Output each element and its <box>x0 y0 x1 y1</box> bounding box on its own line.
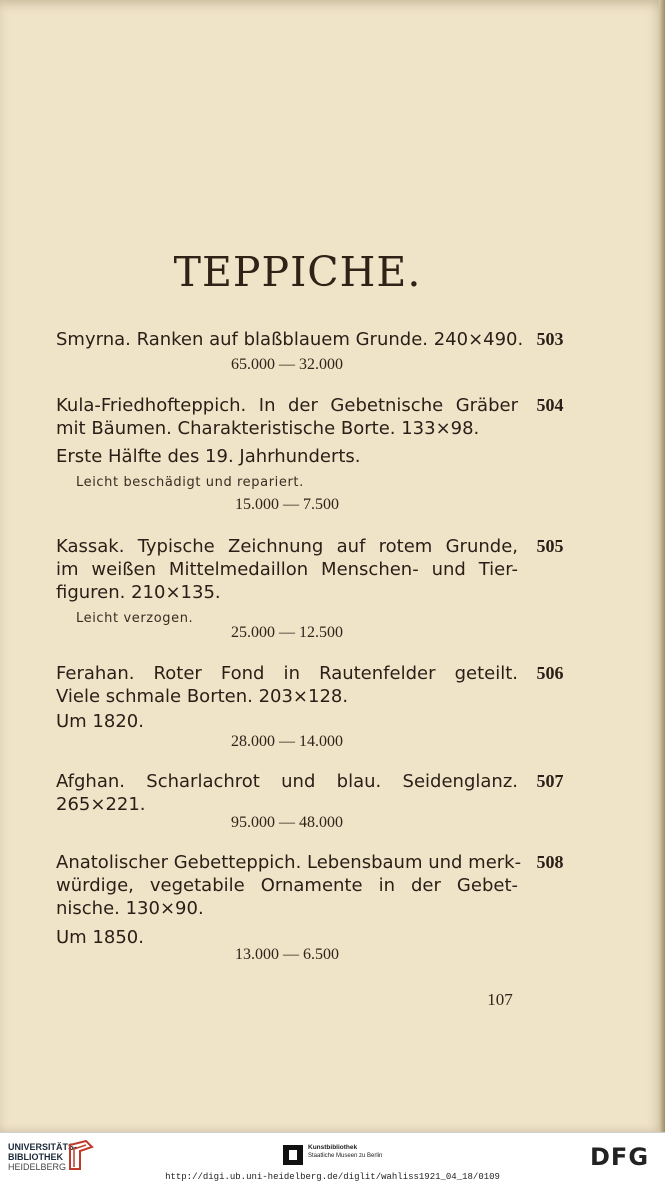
library-line-1: UNIVERSITÄTS- <box>8 1142 78 1152</box>
entry-506-price: 28.000 — 14.000 <box>231 733 343 750</box>
dfg-logo: DFG <box>590 1143 650 1171</box>
entry-507-price: 95.000 — 48.000 <box>231 814 343 831</box>
entry-505-note: Leicht verzogen. <box>76 611 194 626</box>
entry-504-price: 15.000 — 7.500 <box>235 496 339 513</box>
library-line-3: HEIDELBERG <box>8 1162 67 1172</box>
partner-line-2: Staatliche Museen zu Berlin <box>308 1153 383 1159</box>
entry-508-number: 508 <box>536 852 564 872</box>
permalink-url[interactable]: http://digi.ub.uni-heidelberg.de/diglit/wahliss1921_04_18/0109 <box>165 1172 500 1182</box>
entry-505-line-2: im weißen Mittelmedaillon Menschen- und Tier- <box>56 559 518 580</box>
entry-504-line-2: mit Bäumen. Charakteristische Borte. 133×98. <box>56 418 480 439</box>
entry-507-number: 507 <box>536 771 564 791</box>
entry-508-line-3: nische. 130×90. <box>56 898 204 919</box>
entry-506-number: 506 <box>536 663 564 683</box>
entry-505-number: 505 <box>536 536 564 556</box>
entry-504-number: 504 <box>536 395 564 415</box>
entry-503-number: 503 <box>536 329 564 349</box>
partner-name <box>308 1144 382 1160</box>
kunstbibliothek-logo-icon <box>283 1145 303 1165</box>
entry-506-line-2: Viele schmale Borten. 203×128. <box>56 686 349 707</box>
page-title: TEPPICHE. <box>173 248 422 296</box>
entry-503-line-1: Smyrna. Ranken auf blaßblauem Grunde. 240×490. <box>56 329 524 350</box>
entry-508-date: Um 1850. <box>56 927 144 948</box>
entry-505-line-1: Kassak. Typische Zeichnung auf rotem Grunde, <box>56 536 518 557</box>
entry-503-price: 65.000 — 32.000 <box>231 356 343 373</box>
entry-508-price: 13.000 — 6.500 <box>235 946 339 963</box>
entry-504-note: Leicht beschädigt und repariert. <box>76 475 304 490</box>
entry-504-date: Erste Hälfte des 19. Jahrhunderts. <box>56 446 361 467</box>
page-number: 107 <box>487 990 513 1009</box>
entry-505-price: 25.000 — 12.500 <box>231 624 343 641</box>
entry-507-line-2: 265×221. <box>56 794 146 815</box>
entry-508-line-2: würdige, vegetabile Ornamente in der Gebet- <box>56 875 518 896</box>
viewer-footer <box>0 1132 665 1183</box>
entry-504-line-1: Kula-Friedhofteppich. In der Gebetnische Gräber <box>56 395 518 416</box>
partner-line-1: Kunstbibliothek <box>308 1144 358 1151</box>
entry-508-line-1: Anatolischer Gebetteppich. Lebensbaum und merk- <box>56 852 522 873</box>
heidelberg-logo-icon <box>66 1139 94 1173</box>
page-edge-shadow <box>659 0 665 1132</box>
entry-507-line-1: Afghan. Scharlachrot und blau. Seidenglanz. <box>56 771 518 792</box>
entry-506-line-1: Ferahan. Roter Fond in Rautenfelder geteilt. <box>56 663 518 684</box>
entry-506-date: Um 1820. <box>56 711 144 732</box>
entry-505-line-3: figuren. 210×135. <box>56 582 221 603</box>
library-line-2: BIBLIOTHEK <box>8 1152 63 1162</box>
